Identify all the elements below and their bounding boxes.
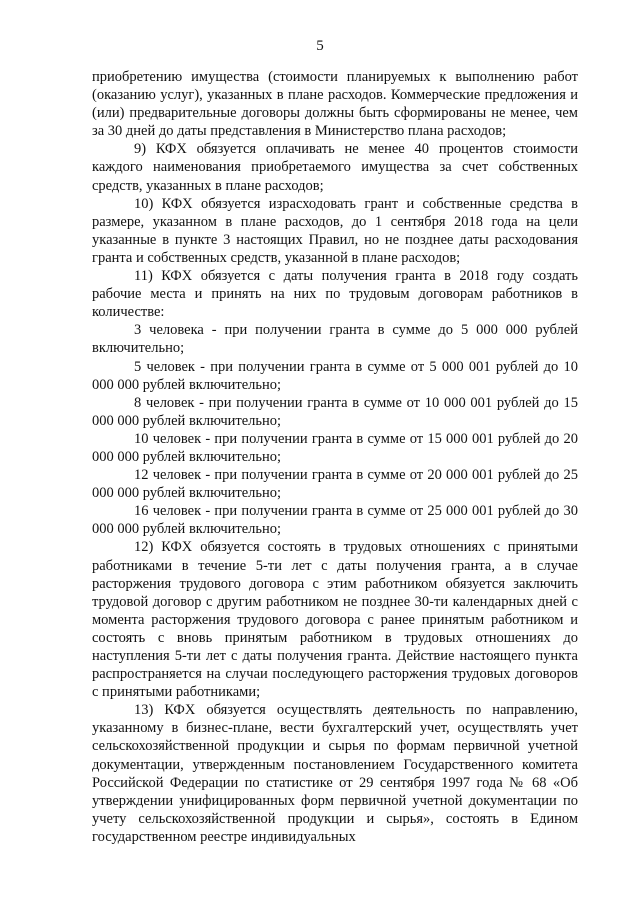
paragraph: приобретению имущества (стоимости планируемых к выполнению работ (оказанию услуг), указанных в плане расходов. Коммерческие предложения и (или) предварительные договоры должны быть сформированы не менее, чем за 30 дней до даты представления в Министерство плана расходов; <box>92 69 578 140</box>
paragraph: 10) КФХ обязуется израсходовать грант и собственные средства в размере, указанном в плане расходов, до 1 сентября 2018 года на цели указанные в пункте 3 настоящих Правил, но не позднее даты расходования гранта и собственных средств, указанной в плане расходов; <box>92 195 578 266</box>
paragraph: 12 человек - при получении гранта в сумме от 20 000 001 рублей до 25 000 000 рублей включительно; <box>92 467 578 502</box>
paragraph: 13) КФХ обязуется осуществлять деятельность по направлению, указанному в бизнес-плане, вести бухгалтерский учет, осуществлять учет сельскохозяйственной продукции и сырья по формам первичной учетной документации, утвержденным постановлением Государственного комитета Российской Федерации по статистике от 29 сентября 1997 года № 68 «Об утверждении унифицированных форм первичной учетной документации по учету сельскохозяйственной продукции и сырья», состоять в Едином государственном реестре индивидуальных <box>92 702 578 845</box>
paragraph: 8 человек - при получении гранта в сумме от 10 000 001 рублей до 15 000 000 рублей включительно; <box>92 394 578 429</box>
page-number: 5 <box>316 38 324 54</box>
paragraph: 11) КФХ обязуется с даты получения гранта в 2018 году создать рабочие места и принять на них по трудовым договорам работников в количестве: <box>92 268 578 321</box>
paragraph: 16 человек - при получении гранта в сумме от 25 000 001 рублей до 30 000 000 рублей включительно; <box>92 503 578 538</box>
paragraph: 9) КФХ обязуется оплачивать не менее 40 процентов стоимости каждого наименования приобретаемого имущества за счет собственных средств, указанных в плане расходов; <box>92 141 578 194</box>
paragraph: 12) КФХ обязуется состоять в трудовых отношениях с принятыми работниками в течение 5-ти лет с даты получения гранта, а в случае расторжения трудового договора с этим работником обязуется заключить трудовой договор с другим работником не позднее 30-ти календарных дней с момента расторжения трудового договора с ранее принятым работником и состоять с вновь принятым работником в трудовых отношениях до наступления 5-ти лет с даты получения гранта. Действие настоящего пункта распространяется на случаи последующего расторжения трудовых договоров с принятыми работниками; <box>92 539 578 701</box>
paragraph: 3 человека - при получении гранта в сумме до 5 000 000 рублей включительно; <box>92 322 578 357</box>
paragraph: 5 человек - при получении гранта в сумме от 5 000 001 рублей до 10 000 000 рублей включительно; <box>92 358 578 393</box>
paragraph: 10 человек - при получении гранта в сумме от 15 000 001 рублей до 20 000 000 рублей включительно; <box>92 430 578 465</box>
document-body <box>92 68 578 846</box>
